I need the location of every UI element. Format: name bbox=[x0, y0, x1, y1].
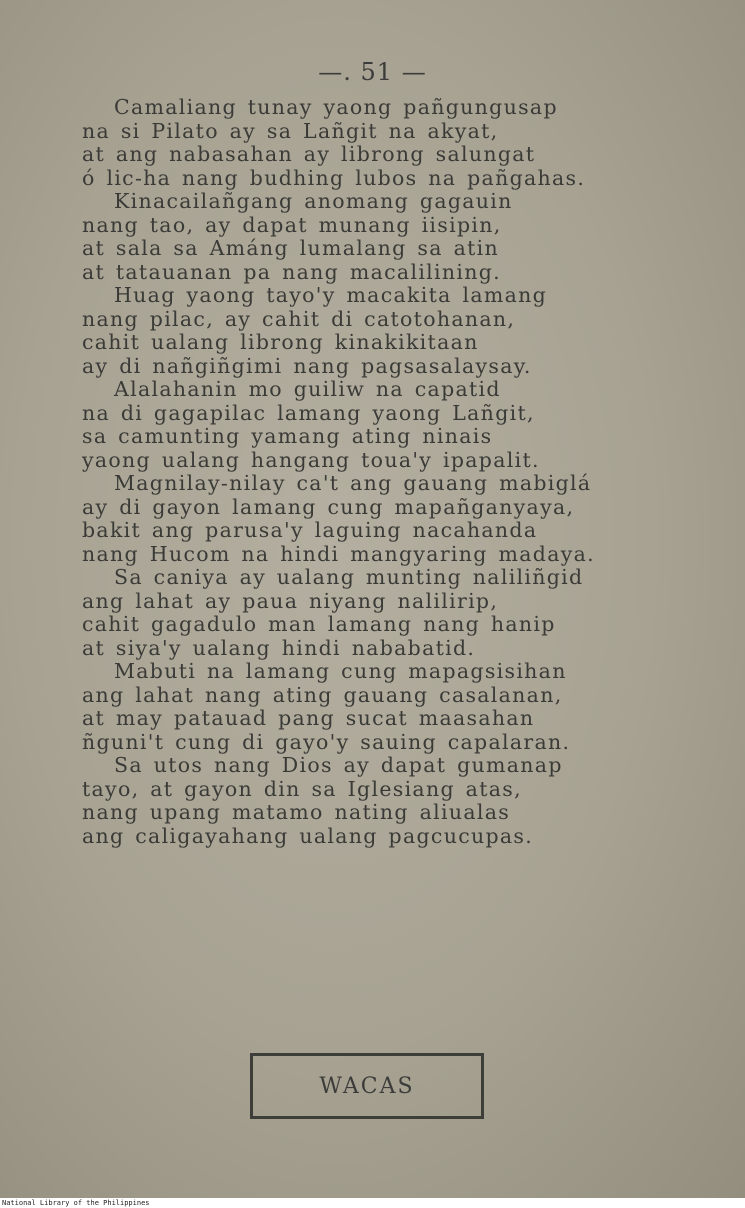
verse-line: ñguni't cung di gayo'y sauing capalaran. bbox=[82, 729, 571, 754]
verse-line: ay di nañgiñgimi nang pagsasalaysay. bbox=[82, 353, 532, 378]
stanza bbox=[0, 284, 745, 378]
stanza bbox=[0, 190, 745, 284]
verse-line: tayo, at gayon din sa Iglesiang atas, bbox=[82, 776, 522, 801]
verse-line: na si Pilato ay sa Lañgit na akyat, bbox=[82, 118, 499, 143]
stanza bbox=[0, 472, 745, 566]
stanza bbox=[0, 754, 745, 848]
page-number: —. 51 — bbox=[318, 58, 427, 86]
poem-body bbox=[0, 96, 745, 848]
verse-line: Alalahanin mo guiliw na capatid bbox=[114, 377, 501, 401]
verse-line: Kinacailañgang anomang gagauin bbox=[114, 189, 513, 213]
verse-line: bakit ang parusa'y laguing nacahanda bbox=[82, 518, 538, 542]
verse-line: at siya'y ualang hindi nababatid. bbox=[82, 635, 476, 660]
finis-box bbox=[250, 1053, 484, 1119]
verse-line: Huag yaong tayo'y macakita lamang bbox=[114, 283, 548, 307]
verse-line: nang tao, ay dapat munang iisipin, bbox=[82, 212, 502, 237]
stanza bbox=[0, 566, 745, 660]
stanza bbox=[0, 660, 745, 754]
verse-line: yaong ualang hangang toua'y ipapalit. bbox=[82, 447, 540, 472]
finis-label: WACAS bbox=[319, 1073, 415, 1099]
verse-line: at sala sa Amáng lumalang sa atin bbox=[82, 236, 499, 260]
stanza bbox=[0, 378, 745, 472]
verse-line: ó lic-ha nang budhing lubos na pañgahas. bbox=[82, 165, 586, 190]
verse-line: at ang nabasahan ay librong salungat bbox=[82, 142, 536, 166]
verse-line: ang lahat nang ating gauang casalanan, bbox=[82, 682, 563, 707]
verse-line: cahit ualang librong kinakikitaan bbox=[82, 330, 479, 354]
library-credit: National Library of the Philippines bbox=[2, 1199, 150, 1207]
verse-line: cahit gagadulo man lamang nang hanip bbox=[82, 612, 556, 636]
verse-line: nang pilac, ay cahit di catotohanan, bbox=[82, 306, 516, 331]
verse-line: na di gagapilac lamang yaong Lañgit, bbox=[82, 400, 535, 425]
verse-line: Camaliang tunay yaong pañgungusap bbox=[114, 95, 558, 119]
verse-line: Sa utos nang Dios ay dapat gumanap bbox=[114, 753, 563, 777]
stanza bbox=[0, 96, 745, 190]
verse-line: sa camunting yamang ating ninais bbox=[82, 424, 493, 448]
verse-line: ay di gayon lamang cung mapañganyaya, bbox=[82, 494, 575, 519]
verse-line: nang Hucom na hindi mangyaring madaya. bbox=[82, 541, 595, 566]
verse-line: at tatauanan pa nang macalilining. bbox=[82, 259, 501, 284]
verse-line: ang caligayahang ualang pagcucupas. bbox=[82, 823, 534, 848]
verse-line: nang upang matamo nating aliualas bbox=[82, 800, 511, 824]
footer-strip bbox=[0, 1198, 745, 1208]
verse-line: at may patauad pang sucat maasahan bbox=[82, 706, 535, 730]
verse-line: ang lahat ay paua niyang nalilirip, bbox=[82, 588, 499, 613]
verse-line: Sa caniya ay ualang munting naliliñgid bbox=[114, 565, 584, 589]
verse-line: Mabuti na lamang cung mapagsisihan bbox=[114, 659, 567, 683]
verse-line: Magnilay-nilay ca't ang gauang mabiglá bbox=[114, 471, 592, 495]
